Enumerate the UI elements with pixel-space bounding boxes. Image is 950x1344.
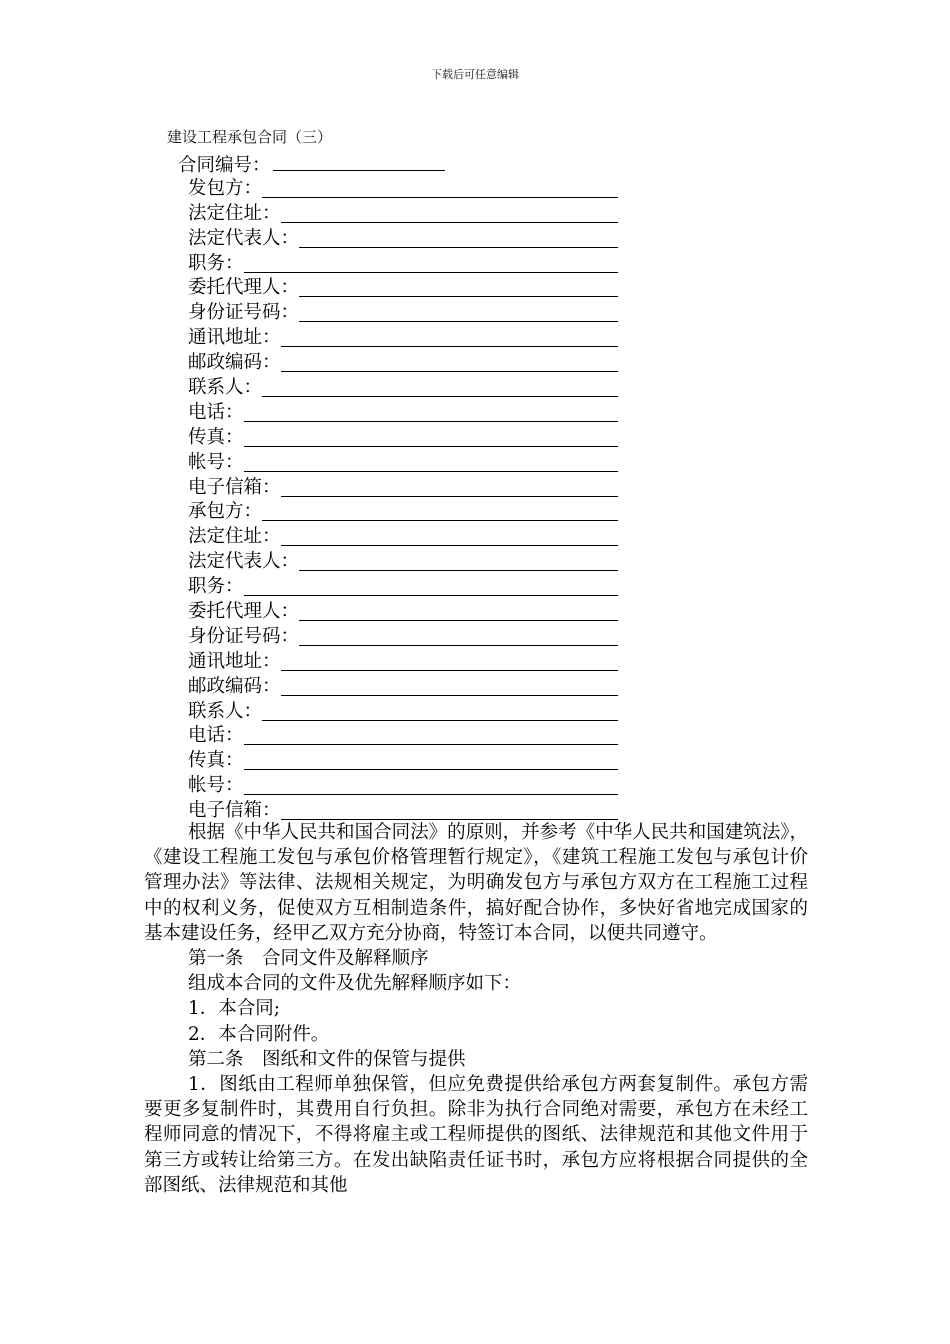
document-title: 建设工程承包合同（三）	[167, 128, 333, 146]
party-field-label: 联系人：	[188, 377, 263, 399]
party-field-row	[188, 324, 618, 349]
party-field-blank	[244, 256, 618, 273]
party-field-label: 法定代表人：	[188, 227, 300, 249]
party-field-label: 委托代理人：	[188, 277, 300, 299]
contract-paragraph: 组成本合同的文件及优先解释顺序如下：	[188, 973, 522, 995]
contract-number-field	[178, 151, 445, 177]
party-field-label: 电子信箱：	[188, 476, 281, 498]
party-field-row	[188, 673, 618, 698]
party-field-blank	[281, 480, 618, 497]
party-field-blank	[262, 704, 618, 721]
party-field-label: 职务：	[188, 252, 244, 274]
party-field-label: 法定代表人：	[188, 551, 300, 573]
party-field-row	[188, 374, 618, 399]
party-field-row	[188, 299, 618, 324]
party-field-label: 邮政编码：	[188, 675, 281, 697]
party-field-row	[188, 449, 618, 474]
party-field-row	[188, 548, 618, 573]
party-field-row	[188, 424, 618, 449]
party-field-row	[188, 598, 618, 623]
party-field-blank	[244, 579, 618, 596]
party-field-row	[188, 623, 618, 648]
party-field-blank	[262, 380, 618, 397]
party-field-label: 通讯地址：	[188, 650, 281, 672]
party-field-blank	[244, 430, 618, 447]
party-field-label: 传真：	[188, 426, 244, 448]
header-note: 下载后可任意编辑	[431, 68, 519, 81]
party-field-label: 承包方：	[188, 501, 263, 523]
party-field-label: 帐号：	[188, 775, 244, 797]
party-field-blank	[281, 679, 618, 696]
party-field-blank	[281, 330, 618, 347]
party-field-row	[188, 573, 618, 598]
party-field-row	[188, 399, 618, 424]
party-field-label: 联系人：	[188, 700, 263, 722]
party-field-label: 传真：	[188, 750, 244, 772]
party-field-blank	[281, 206, 618, 223]
contract-body	[144, 820, 808, 1198]
party-field-row	[188, 499, 618, 524]
party-field-blank	[299, 231, 618, 248]
party-field-label: 职务：	[188, 576, 244, 598]
party-field-row	[188, 747, 618, 772]
party-field-label: 电子信箱：	[188, 800, 281, 822]
party-field-blank	[281, 654, 618, 671]
party-field-label: 帐号：	[188, 451, 244, 473]
party-field-row	[188, 698, 618, 723]
party-field-row	[188, 200, 618, 225]
party-field-row	[188, 648, 618, 673]
party-field-label: 身份证号码：	[188, 625, 300, 647]
contract-paragraph: 第二条 图纸和文件的保管与提供	[188, 1048, 466, 1070]
party-field-blank	[281, 529, 618, 546]
party-field-row	[188, 349, 618, 374]
contract-number-blank	[273, 152, 445, 171]
party-field-blank	[262, 504, 618, 521]
party-field-row	[188, 474, 618, 499]
party-field-label: 委托代理人：	[188, 601, 300, 623]
party-field-row	[188, 772, 618, 797]
party-field-blank	[244, 778, 618, 795]
party-field-row	[188, 275, 618, 300]
party-field-label: 电话：	[188, 401, 244, 423]
party-field-blank	[244, 753, 618, 770]
party-field-row	[188, 523, 618, 548]
party-field-blank	[281, 355, 618, 372]
contract-paragraph: 1．图纸由工程师单独保管，但应免费提供给承包方两套复制件。承包方需要更多复制件时，其费用自行负担。除非为执行合同绝对需要，承包方在未经工程师同意的情况下，不得将雇主或工程师提供的图纸、法律规范和其他文件用于第三方或转让给第三方。在发出缺陷责任证书时，承包方应将根据合同提供的全部图纸、法律规范和其他	[144, 1074, 808, 1196]
party-field-row	[188, 797, 618, 822]
contract-paragraph: 2．本合同附件。	[188, 1023, 330, 1045]
party-field-label: 法定住址：	[188, 202, 281, 224]
contract-paragraph: 第一条 合同文件及解释顺序	[188, 948, 429, 970]
party-field-row	[188, 225, 618, 250]
party-field-row	[188, 175, 618, 200]
party-field-row	[188, 723, 618, 748]
contract-paragraph: 1．本合同;	[188, 998, 281, 1020]
party-field-blank	[244, 405, 618, 422]
party-field-label: 身份证号码：	[188, 302, 300, 324]
party-field-blank	[281, 803, 618, 820]
contract-number-label: 合同编号：	[178, 155, 271, 176]
party-field-label: 发包方：	[188, 177, 263, 199]
party-field-label: 法定住址：	[188, 526, 281, 548]
contract-paragraph: 根据《中华人民共和国合同法》的原则，并参考《中华人民共和国建筑法》，《建设工程施工发包与承包价格管理暂行规定》，《建筑工程施工发包与承包计价管理办法》等法律、法规相关规定，为明确发包方与承包方双方在工程施工过程中的权利义务，促使双方互相制造条件，搞好配合协作，多快好省地完成国家的基本建设任务，经甲乙双方充分协商，特签订本合同，以便共同遵守。	[144, 822, 808, 944]
party-field-label: 电话：	[188, 725, 244, 747]
party-field-blank	[299, 554, 618, 571]
party-field-blank	[299, 604, 618, 621]
party-field-label: 通讯地址：	[188, 327, 281, 349]
party-field-label: 邮政编码：	[188, 352, 281, 374]
party-field-blank	[299, 280, 618, 297]
party-field-blank	[244, 728, 618, 745]
party-field-blank	[262, 181, 618, 198]
party-info-fields	[188, 175, 618, 822]
party-field-blank	[244, 455, 618, 472]
party-field-blank	[299, 629, 618, 646]
party-field-blank	[299, 305, 618, 322]
party-field-row	[188, 250, 618, 275]
